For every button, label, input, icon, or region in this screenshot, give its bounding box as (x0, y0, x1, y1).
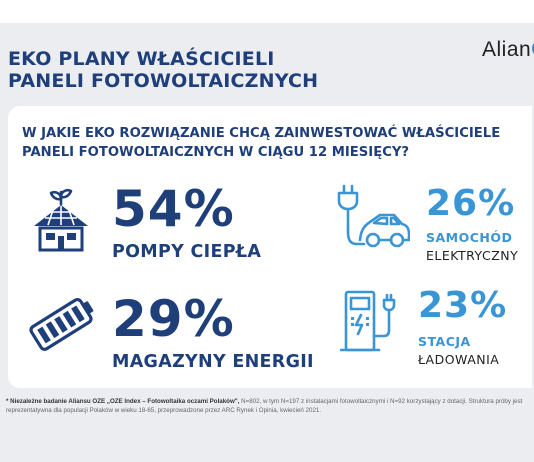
top-band (0, 0, 534, 23)
stat-label-line2: ŁADOWANIA (418, 352, 500, 367)
stat-label-line1: STACJA (418, 334, 471, 349)
title-line-1: EKO PLANY WŁAŚCICIELI (8, 48, 275, 70)
charging-station-icon (340, 284, 404, 356)
stat-label: POMPY CIEPŁA (112, 242, 262, 262)
question-line-2: PANELI FOTOWOLTAICZNYCH W CIĄGU 12 MIESIĘCY? (22, 145, 410, 160)
question-line-1: W JAKIE EKO ROZWIĄZANIE CHCĄ ZAINWESTOWAĆ WŁAŚCICIELE (22, 126, 501, 141)
stat-heat-pumps (112, 180, 262, 262)
electric-car-icon (330, 184, 410, 252)
title-line-2: PANELI FOTOWOLTAICZNYCH (8, 70, 319, 92)
stat-value: 29% (112, 290, 235, 348)
stat-electric-car (426, 183, 519, 263)
stats-card (8, 106, 532, 388)
footnote-text: N=802, w tym N=197 z instalacjami fotowoltaicznymi i N=92 korzystający z dotacji. Struktura próby jest reprezentatywna dla populacji Polaków w wieku 18-65, przeprowadzone przez ARC Rynek i Opinia, kwiecień 2021. (6, 398, 523, 414)
stat-label: MAGAZYNY ENERGII (112, 352, 314, 372)
stat-label-line1: SAMOCHÓD (426, 230, 513, 245)
page-title (8, 48, 318, 92)
stat-label-line2: ELEKTRYCZNY (426, 248, 519, 263)
stat-value: 23% (418, 285, 508, 326)
battery-icon (26, 288, 100, 352)
survey-question (22, 124, 500, 162)
stat-value: 26% (426, 183, 516, 224)
stat-value: 54% (112, 180, 235, 238)
solar-house-icon (32, 188, 90, 252)
footnote-source: * Niezależne badanie Aliansu OZE „OZE Index – Fotowoltaika oczami Polaków", (6, 398, 240, 405)
stat-charging-station (418, 285, 508, 367)
stat-energy-storage (112, 290, 314, 372)
logo-text: Alian (482, 38, 532, 61)
footnote (6, 398, 530, 415)
brand-logo (482, 38, 534, 62)
